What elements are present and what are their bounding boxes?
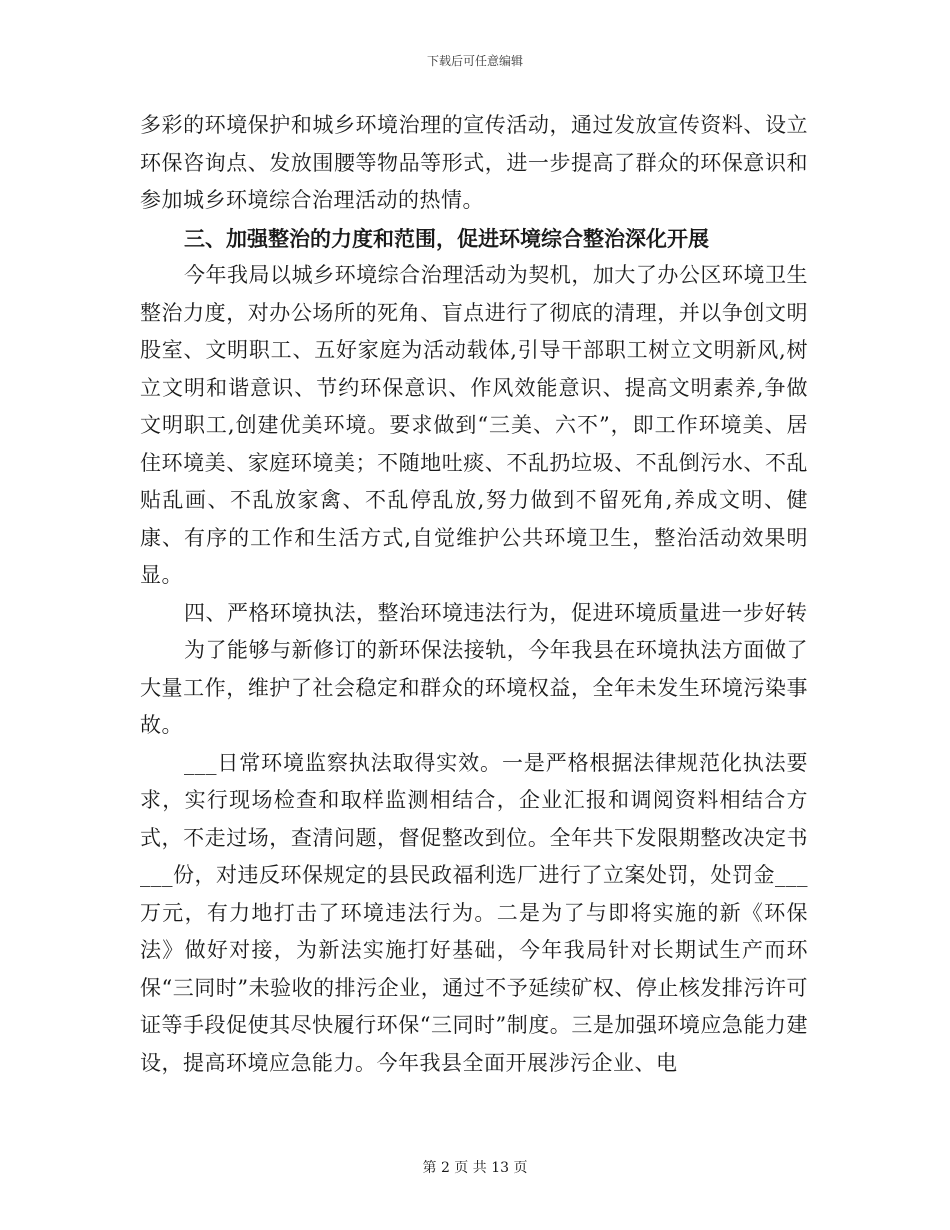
section-heading-3: 三、加强整治的力度和范围，促进环境综合整治深化开展 <box>184 225 709 251</box>
page-header: 下载后可任意编辑 <box>426 54 523 68</box>
document-body <box>140 107 808 1082</box>
paragraph-law-enforcement: 为了能够与新修订的新环保法接轨，今年我县在环境执法方面做了大量工作，维护了社会稳定和群众的环境权益，全年未发生环境污染事故。 <box>140 638 808 737</box>
page-number: 第 2 页 共 13 页 <box>422 1160 528 1176</box>
paragraph-office-cleanup: 今年我局以城乡环境综合治理活动为契机，加大了办公区环境卫生整治力度，对办公场所的死角、盲点进行了彻底的清理，并以争创文明股室、文明职工、五好家庭为活动载体,引导干部职工树立文明新风,树立文明和谐意识、节约环保意识、作风效能意识、提高文明素养,争做文明职工,创建优美环境。要求做到“三美、六不”，即工作环境美、居住环境美、家庭环境美；不随地吐痰、不乱扔垃圾、不乱倒污水、不乱贴乱画、不乱放家禽、不乱停乱放,努力做到不留死角,养成文明、健康、有序的工作和生活方式,自觉维护公共环境卫生，整治活动效果明显。 <box>140 263 808 587</box>
paragraph-daily-supervision: ___日常环境监察执法取得实效。一是严格根据法律规范化执法要求，实行现场检查和取样监测相结合，企业汇报和调阅资料相结合方式，不走过场，查清问题，督促整改到位。全年共下发限期整改决定书___份，对违反环保规定的县民政福利选厂进行了立案处罚，处罚金___万元，有力地打击了环境违法行为。二是为了与即将实施的新《环保法》做好对接，为新法实施打好基础，今年我局针对长期试生产而环保“三同时”未验收的排污企业，通过不予延续矿权、停止核发排污许可证等手段促使其尽快履行环保“三同时”制度。三是加强环境应急能力建设，提高环境应急能力。今年我县全面开展涉污企业、电 <box>140 750 808 1075</box>
section-heading-4: 四、严格环境执法，整治环境违法行为，促进环境质量进一步好转 <box>184 600 808 625</box>
paragraph-continuation: 多彩的环境保护和城乡环境治理的宣传活动，通过发放宣传资料、设立环保咨询点、发放围腰等物品等形式，进一步提高了群众的环保意识和参加城乡环境综合治理活动的热情。 <box>140 113 808 212</box>
